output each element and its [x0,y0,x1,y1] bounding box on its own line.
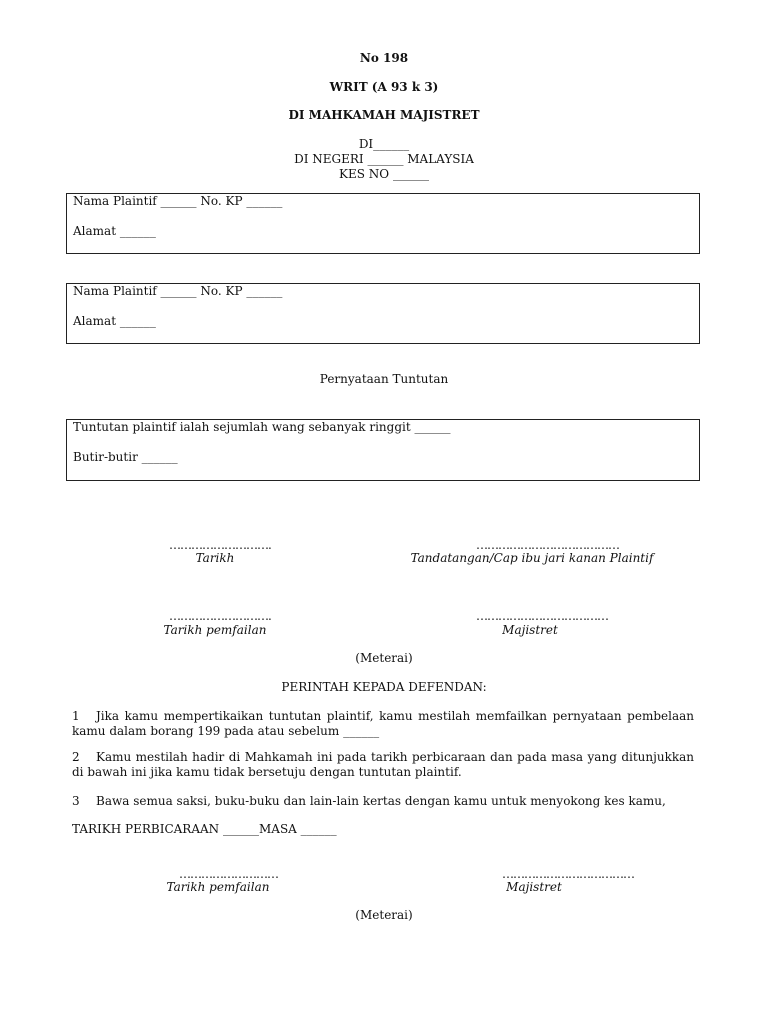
trial-date-line: TARIKH PERBICARAAN ______MASA ______ [72,822,337,836]
plaintiff-address-line: Alamat ______ [73,314,156,328]
state-line: DI NEGERI ______ MALAYSIA [294,152,474,166]
magistrate-label: Majistret [506,880,562,894]
date-signature-line: ………………………. [169,538,271,552]
magistrate-label: Majistret [502,623,558,637]
paragraph-number: 2 [72,750,80,764]
filing-date-label: Tarikh pemfailan [163,623,267,637]
plaintiff-signature-label: Tandatangan/Cap ibu jari kanan Plaintif [410,551,654,565]
order-paragraph-1 [72,709,694,739]
plaintiff-signature-line: ………………………………… [476,538,619,552]
filing-date-signature-line: ………………………. [169,609,271,623]
claim-details-line: Butir-butir ______ [73,450,178,464]
magistrate-signature-line: ……………………………… [502,867,634,881]
court-location: DI______ [358,137,410,151]
plaintiff-name-line: Nama Plaintif ______ No. KP ______ [73,284,283,298]
paragraph-number: 3 [72,794,80,808]
paragraph-text: Jika kamu mempertikaikan tuntutan plaintif, kamu mestilah memfailkan pernyataan pembelaan kamu dalam borang 199 pada atau sebelum ______ [72,709,694,738]
form-number: No 198 [359,51,409,65]
filing-date-signature-line: ……………………… [179,867,278,881]
claim-amount-line: Tuntutan plaintif ialah sejumlah wang sebanyak ringgit ______ [73,420,451,434]
plaintiff-box-1 [66,193,700,254]
writ-title: WRIT (A 93 k 3) [329,80,439,94]
seal-label: (Meterai) [355,908,413,922]
filing-date-label: Tarikh pemfailan [166,880,270,894]
order-title: PERINTAH KEPADA DEFENDAN: [281,680,487,694]
plaintiff-name-line: Nama Plaintif ______ No. KP ______ [73,194,283,208]
paragraph-number: 1 [72,709,80,723]
case-number: KES NO ______ [339,167,429,181]
claim-box [66,419,700,481]
statement-title: Pernyataan Tuntutan [319,372,449,386]
court-title: DI MAHKAMAH MAJISTRET [288,108,480,122]
order-paragraph-3 [72,794,694,809]
paragraph-text: Bawa semua saksi, buku-buku dan lain-lain kertas dengan kamu untuk menyokong kes kamu, [96,794,666,808]
plaintiff-box-2 [66,283,700,344]
order-paragraph-2 [72,750,694,780]
plaintiff-address-line: Alamat ______ [73,224,156,238]
magistrate-signature-line: ……………………………… [476,609,608,623]
date-label: Tarikh [195,551,235,565]
seal-label: (Meterai) [355,651,413,665]
paragraph-text: Kamu mestilah hadir di Mahkamah ini pada tarikh perbicaraan dan pada masa yang ditunjukkan di bawah ini jika kamu tidak bersetuju dengan tuntutan plaintif. [72,750,694,779]
